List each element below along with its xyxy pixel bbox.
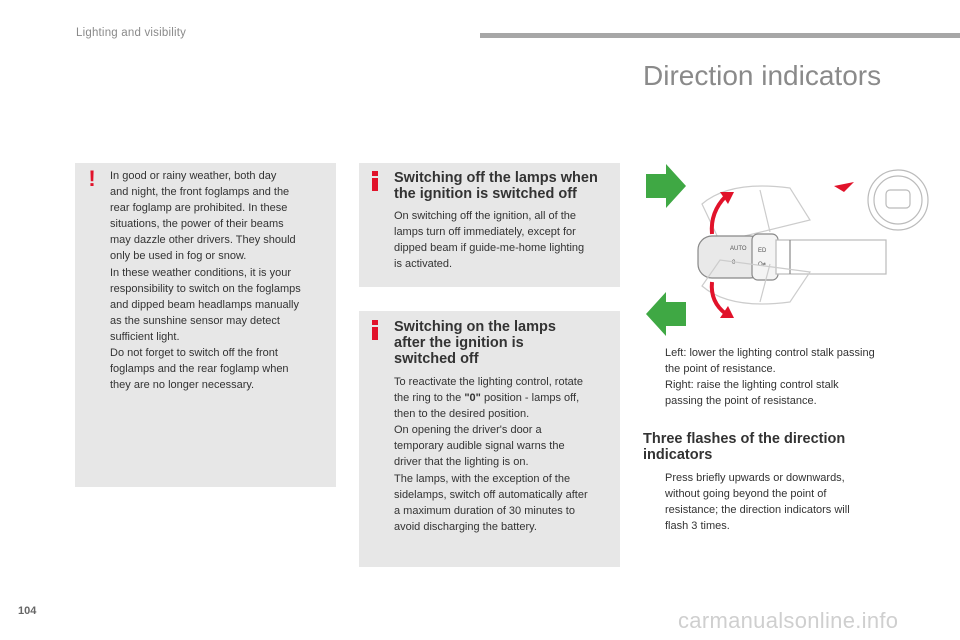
warning-line: as the sunshine sensor may detect [110, 314, 280, 327]
warning-line: Do not forget to switch off the front [110, 347, 278, 360]
info-line: a maximum duration of 30 minutes to [394, 504, 575, 517]
text-fragment: the ring to the [394, 392, 465, 405]
list-line: without going beyond the point of [665, 488, 827, 500]
info-line: sidelamps, switch off automatically after [394, 488, 588, 501]
warning-text [110, 168, 328, 393]
list-line: passing the point of resistance. [665, 395, 817, 407]
info-line: is activated. [394, 258, 453, 271]
info-line: avoid discharging the battery. [394, 520, 537, 533]
heading-line: Switching off the lamps when [394, 170, 598, 186]
list-line: the point of resistance. [665, 363, 776, 375]
text-fragment: position - lamps off, [480, 392, 580, 405]
warning-line: situations, the power of their beams [110, 218, 284, 231]
list-line: Right: raise the lighting control stalk [665, 379, 839, 391]
arrow-right-icon [646, 164, 686, 208]
info-line: lamps turn off immediately, except for [394, 226, 576, 239]
list-item [644, 470, 909, 534]
stalk-label-auto: AUTO [730, 246, 747, 252]
info-text-lamps-off [394, 208, 612, 272]
warning-line: and night, the front foglamps and the [110, 186, 290, 199]
arrow-left-icon [646, 292, 686, 336]
info-line: On switching off the ignition, all of the [394, 210, 577, 222]
info-heading-lamps-on [394, 319, 594, 367]
warning-icon: ! [88, 166, 96, 191]
list-line: Left: lower the lighting control stalk passing [665, 347, 875, 359]
info-line: driver that the lighting is on. [394, 456, 529, 469]
lighting-stalk [698, 234, 886, 280]
list-line: Press briefly upwards or downwards, [665, 472, 845, 484]
warning-line: In good or rainy weather, both day [110, 170, 277, 182]
header-bar [480, 33, 960, 38]
list-item [644, 345, 909, 377]
heading-line: the ignition is switched off [394, 186, 577, 202]
page-number: 104 [18, 605, 37, 617]
heading-line: Three flashes of the direction [643, 431, 846, 447]
page-title: Direction indicators [643, 60, 882, 91]
upper-stalk-ghost [702, 186, 810, 242]
section-title: Lighting and visibility [76, 27, 187, 39]
info-icon [370, 320, 380, 340]
warning-line: sufficient light. [110, 330, 180, 343]
warning-line: only be used in fog or snow. [110, 250, 247, 263]
info-line: temporary audible signal warns the [394, 440, 565, 453]
direction-instructions [644, 345, 909, 409]
warning-line: foglamps and the rear foglamp when [110, 363, 289, 376]
heading-line: indicators [643, 447, 713, 463]
info-heading-lamps-off [394, 170, 616, 202]
info-line: On opening the driver's door a [394, 424, 542, 437]
info-text-lamps-on [394, 374, 612, 535]
red-direction-arrow-icon [834, 182, 854, 192]
info-line: To reactivate the lighting control, rotate [394, 376, 583, 388]
list-item [644, 377, 909, 409]
three-flashes-heading [643, 431, 903, 463]
info-line: dipped beam if guide-me-home lighting [394, 242, 585, 255]
heading-line: after the ignition is [394, 335, 524, 351]
warning-line: rear foglamp are prohibited. In these [110, 202, 288, 215]
stalk-label-zero: 0 [732, 260, 736, 266]
list-line: resistance; the direction indicators will [665, 504, 850, 516]
warning-line: and dipped beam headlamps manually [110, 298, 299, 311]
info-icon [370, 171, 380, 191]
watermark: carmanualsonline.info [678, 608, 899, 633]
stalk-label-fog-front: ED [758, 248, 767, 254]
warning-line: may dazzle other drivers. They should [110, 234, 296, 247]
heading-line: Switching on the lamps [394, 319, 556, 335]
stalk-label-fog-rear: O≠ [758, 262, 766, 268]
warning-line: In these weather conditions, it is your [110, 266, 291, 279]
warning-line: responsibility to switch on the foglamps [110, 282, 301, 295]
lighting-stalk-illustration [640, 160, 940, 338]
three-flashes-instructions [644, 470, 909, 534]
info-line: then to the desired position. [394, 408, 530, 421]
list-line: flash 3 times. [665, 520, 730, 532]
info-line: The lamps, with the exception of the [394, 472, 571, 485]
info-line-with-emphasis [394, 390, 612, 406]
steering-wheel-icon [868, 170, 928, 230]
position-zero-emphasis: "0" [464, 392, 481, 405]
warning-line: they are no longer necessary. [110, 379, 255, 392]
heading-line: switched off [394, 351, 479, 367]
